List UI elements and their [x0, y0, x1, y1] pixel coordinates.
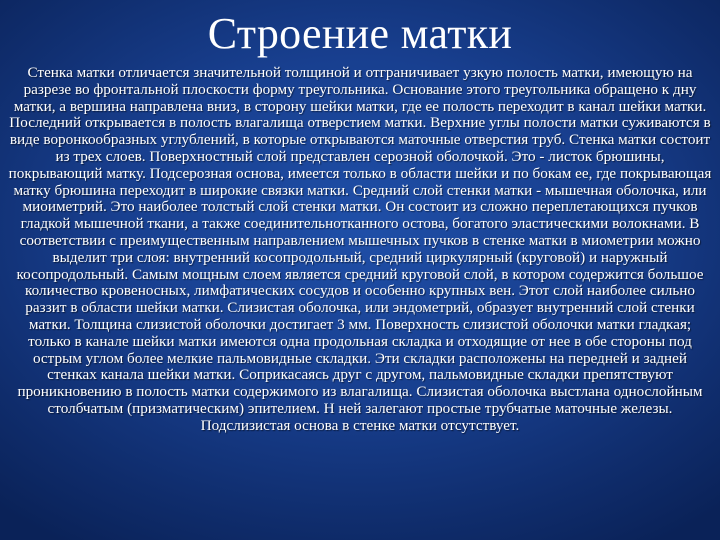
slide-title: Строение матки: [207, 9, 513, 58]
slide-body-text: Стенка матки отличается значительной толщиной и отграничивает узкую полость матки, имеющую на разрезе во фронтальной плоскости форму треугольника. Основание этого треугольника обращено к дну матки, а вершина направлена вниз, в сторону шейки матки, где ее полость переходит в канал шейки матки. Последний открывается в полость влагалища отверстием матки. Верхние углы полости матки суживаются в виде воронкообразных углублений, в которые открываются маточные отверстия труб. Стенка матки состоит из трех слоев. Поверхностный слой представлен серозной оболочкой. Это - листок брюшины, покрывающий матку. Подсерозная основа, имеется только в области шейки и по бокам ее, где покрывающая матку брюшина переходит в широкие связки матки. Средний слой стенки матки - мышечная оболочка, или миоиметрий. Это наиболее толстый слой стенки матки. Он состоит из сложно переплетающихся пучков гладкой мышечной ткани, а также соединительнотканного остова, богатого эластическими волокнами. В соответствии с преимущественным направлением мышечных пучков в стенке матки в миометрии можно выделит три слоя: внутренний косопродольный, средний циркулярный (круговой) и наружный косопродольный. Самым мощным слоем является средний круговой слой, в котором содержится большое количество кровеносных, лимфатических сосудов и особенно крупных вен. Этот слой наиболее сильно раззит в области шейки матки. Слизистая оболочка, или эндометрий, образует внутренний слой стенки матки. Толщина слизистой оболочки достигает 3 мм. Поверхность слизистой оболочки матки гладкая; только в канале шейки матки имеются одна продольная складка и отходящие от нее в обе стороны под острым углом более мелкие пальмовидные складки. Эти складки расположены на передней и задней стенках канала шейки матки. Соприкасаясь друг с другом, пальмовидные складки препятствуют проникновению в полость матки содержимого из влагалища. Слизистая оболочка выстлана однослойным столбчатым (призматическим) эпителием. Н ней залегают простые трубчатые маточные железы. Подслизистая основа в стенке матки отсутствует.: [8, 64, 712, 434]
